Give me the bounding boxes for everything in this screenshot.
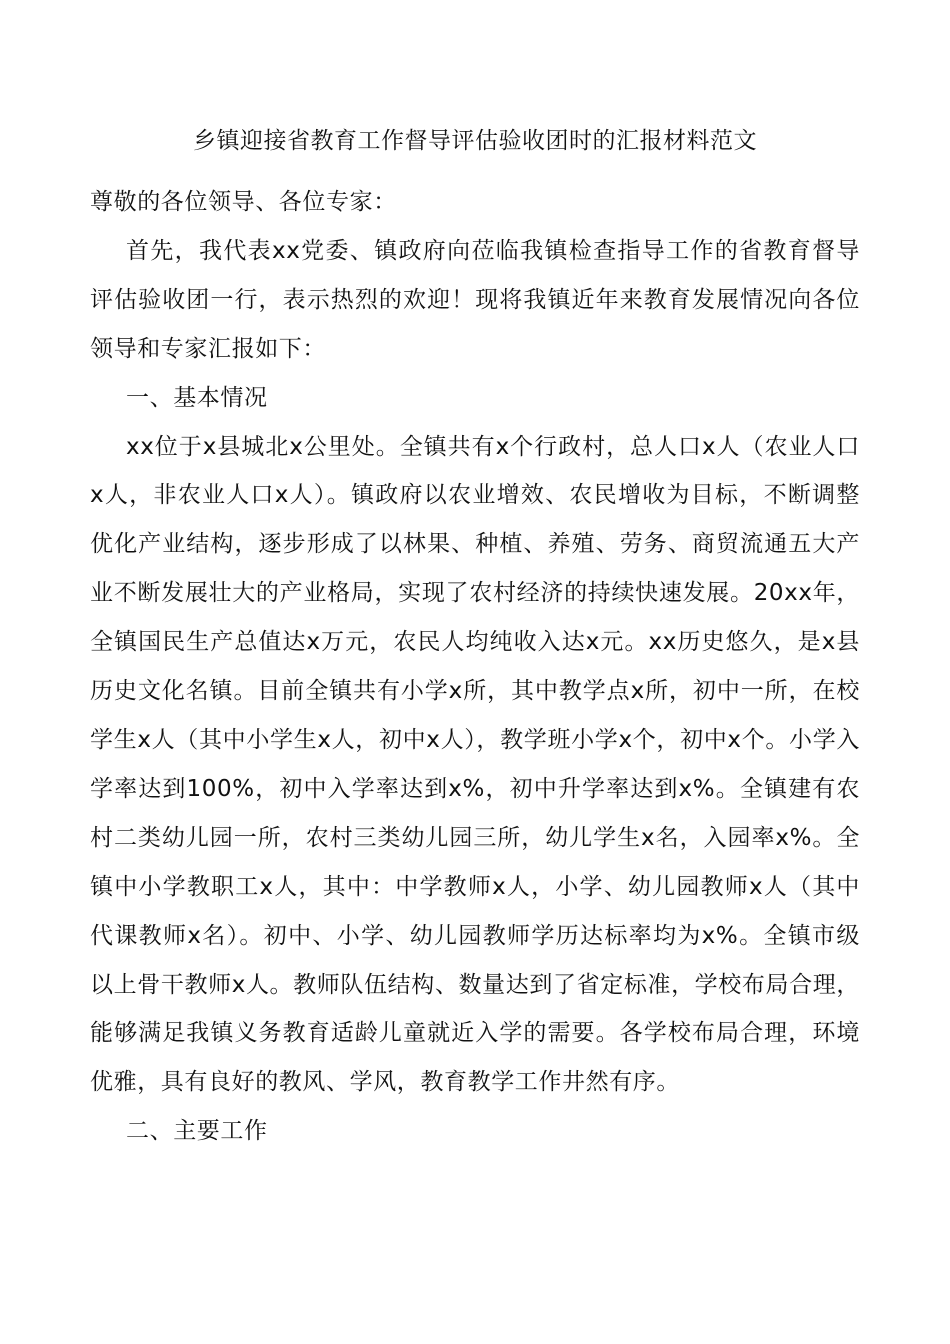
section-heading-main-work: 二、主要工作 [126,1118,268,1145]
document-title: 乡镇迎接省教育工作督导评估验收团时的汇报材料范文 [193,128,757,154]
section-heading-basic-situation: 一、基本情况 [126,384,268,411]
document-body [90,178,860,1156]
salutation: 尊敬的各位领导、各位专家： [90,189,397,215]
basic-situation-paragraph: xx位于x县城北x公里处。全镇共有x个行政村，总人口x人（农业人口x人，非农业人口x人）。镇政府以农业增效、农民增收为目标，不断调整优化产业结构，逐步形成了以林果、种植、养殖、劳务、商贸流通五大产业不断发展壮大的产业格局，实现了农村经济的持续快速发展。20xx年，全镇国民生产总值达x万元，农民人均纯收入达x元。xx历史悠久，是x县历史文化名镇。目前全镇共有小学x所，其中教学点x所，初中一所，在校学生x人（其中小学生x人，初中x人），教学班小学x个，初中x个。小学入学率达到100%，初中入学率达到x%，初中升学率达到x%。全镇建有农村二类幼儿园一所，农村三类幼儿园三所，幼儿学生x名，入园率x%。全镇中小学教职工x人，其中：中学教师x人，小学、幼儿园教师x人（其中代课教师x名）。初中、小学、幼儿园教师学历达标率均为x%。全镇市级以上骨干教师x人。教师队伍结构、数量达到了省定标准，学校布局合理，能够满足我镇义务教育适龄儿童就近入学的需要。各学校布局合理，环境优雅，具有良好的教风、学风，教育教学工作井然有序。 [90,433,860,1096]
opening-paragraph: 首先，我代表xx党委、镇政府向莅临我镇检查指导工作的省教育督导评估验收团一行，表示热烈的欢迎！现将我镇近年来教育发展情况向各位领导和专家汇报如下： [90,237,860,362]
